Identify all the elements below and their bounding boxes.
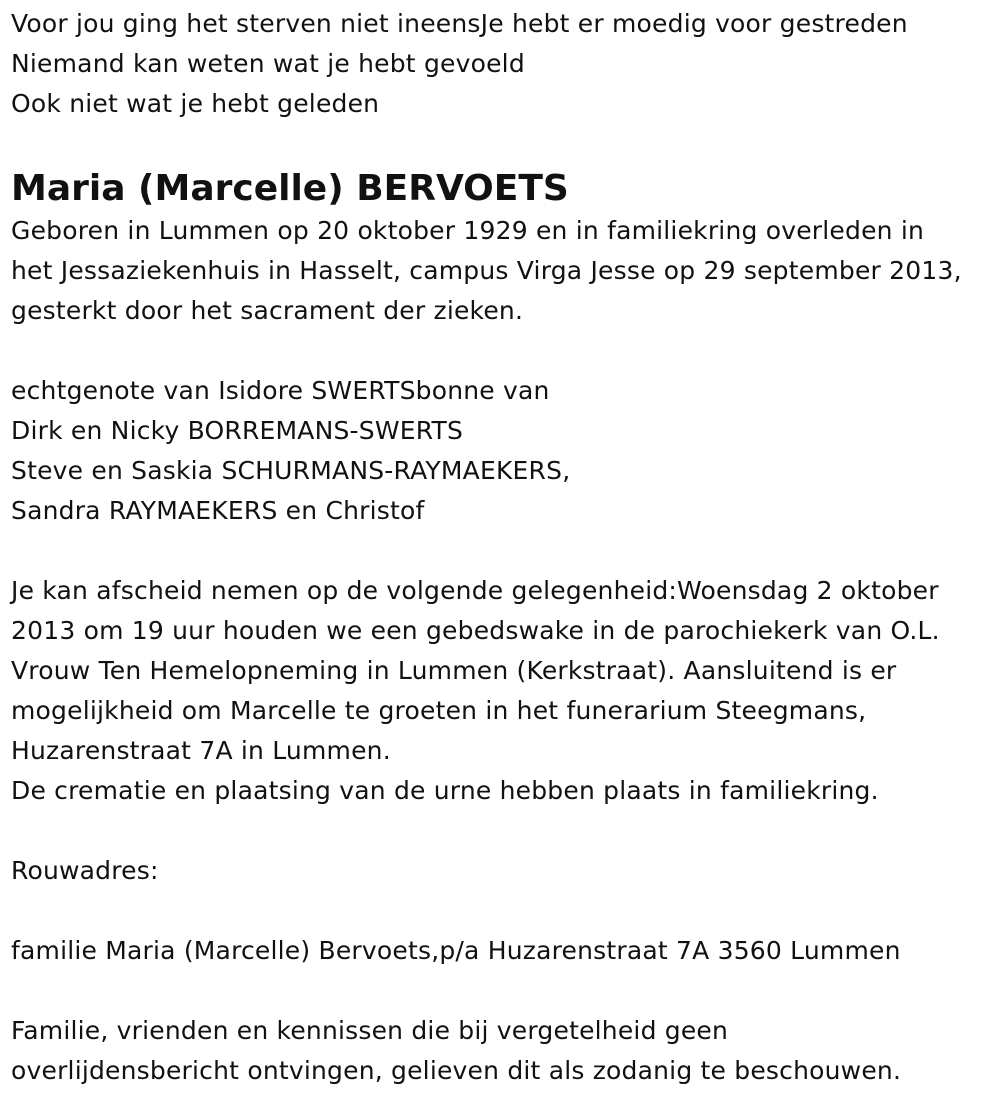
family-paragraph xyxy=(11,371,991,531)
paragraph-line: Je kan afscheid nemen op de volgende gelegenheid:Woensdag 2 oktober xyxy=(11,576,939,605)
spacer xyxy=(11,811,991,851)
birth-death-paragraph xyxy=(11,211,991,331)
paragraph-line: 2013 om 19 uur houden we een gebedswake in de parochiekerk van O.L. xyxy=(11,616,940,645)
paragraph-line: overlijdensbericht ontvingen, gelieven dit als zodanig te beschouwen. xyxy=(11,1056,902,1085)
closing-paragraph xyxy=(11,1011,991,1091)
paragraph-line: Dirk en Nicky BORREMANS-SWERTS xyxy=(11,416,464,445)
paragraph-line: gesterkt door het sacrament der zieken. xyxy=(11,296,524,325)
spacer xyxy=(11,971,991,1011)
obituary-document xyxy=(11,4,991,1091)
paragraph-line: Sandra RAYMAEKERS en Christof xyxy=(11,496,425,525)
spacer xyxy=(11,331,991,371)
paragraph-line: Huzarenstraat 7A in Lummen. xyxy=(11,736,391,765)
paragraph-line: mogelijkheid om Marcelle te groeten in het funerarium Steegmans, xyxy=(11,696,867,725)
address-label: Rouwadres: xyxy=(11,856,159,885)
spacer xyxy=(11,531,991,571)
paragraph-line: Vrouw Ten Hemelopneming in Lummen (Kerkstraat). Aansluitend is er xyxy=(11,656,897,685)
poem xyxy=(11,4,991,124)
poem-line: Ook niet wat je hebt geleden xyxy=(11,89,380,118)
paragraph-line: Familie, vrienden en kennissen die bij vergetelheid geen xyxy=(11,1016,729,1045)
mourning-address: familie Maria (Marcelle) Bervoets,p/a Huzarenstraat 7A 3560 Lummen xyxy=(11,936,901,965)
spacer xyxy=(11,124,991,164)
farewell-paragraph xyxy=(11,571,991,811)
paragraph-line: echtgenote van Isidore SWERTSbonne van xyxy=(11,376,550,405)
paragraph-line: Geboren in Lummen op 20 oktober 1929 en in familiekring overleden in xyxy=(11,216,925,245)
poem-line: Voor jou ging het sterven niet ineensJe hebt er moedig voor gestreden xyxy=(11,9,908,38)
paragraph-line: Steve en Saskia SCHURMANS-RAYMAEKERS, xyxy=(11,456,571,485)
deceased-name: Maria (Marcelle) BERVOETS xyxy=(11,168,569,209)
poem-line: Niemand kan weten wat je hebt gevoeld xyxy=(11,49,525,78)
spacer xyxy=(11,891,991,931)
paragraph-line: het Jessaziekenhuis in Hasselt, campus Virga Jesse op 29 september 2013, xyxy=(11,256,962,285)
paragraph-line: De crematie en plaatsing van de urne hebben plaats in familiekring. xyxy=(11,776,879,805)
